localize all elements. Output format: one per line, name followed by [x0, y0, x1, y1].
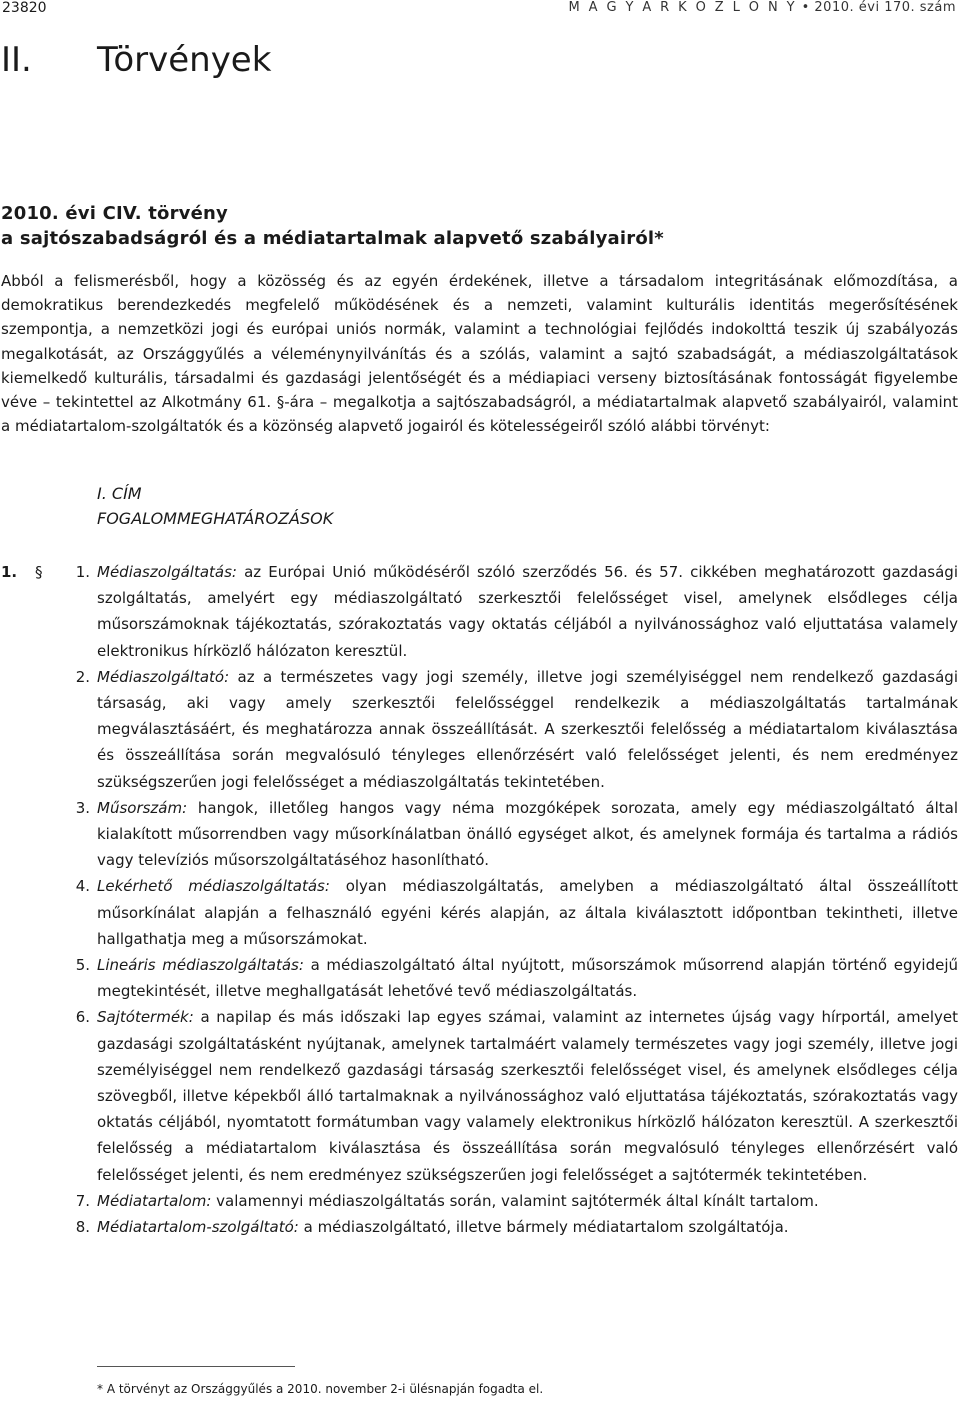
item-number: 4.: [75, 877, 90, 896]
chapter-title: FOGALOMMEGHATÁROZÁSOK: [97, 509, 334, 528]
section-number: II.: [1, 40, 32, 80]
item-text: a napilap és más időszaki lap egyes számai, valamint az internetes újság vagy hírportál, amelyet gazdasági szolgáltatásként nyújtanak, amelynek tartalmáért valamely természetes vagy jogi személy, illetve jogi személyiséggel nem rendelkező gazdasági társaság szerkesztői felelősséget visel, és amelynek elsődleges célja szövegből, illetve képekből álló tartalmaknak a nyilvánossághoz való eljuttatása tájékoztatás, szórakoztatás vagy oktatás céljából, nyomtatott formátumban vagy valamely elektronikus hírközlő hálózaton keresztül. A szerkesztői felelősség a médiatartalom kiválasztása és összeállítása során megvalósuló tényleges ellenőrzésért való felelősséget jelenti, és nem eredményez szükségszerűen jogi felelősséget a sajtótermék tekintetében.: [97, 1008, 958, 1184]
journal-issue: [569, 0, 957, 15]
item-number: 1.: [75, 563, 90, 581]
item-term: Médiaszolgáltató:: [97, 667, 230, 686]
item-text: olyan médiaszolgáltatás, amelyben a médiaszolgáltató által összeállított műsorkínálat alapján a felhasználó egyéni kérés alapján, az általa kiválasztott időpontban tekintheti, illetve hallgathatja meg a műsorszámokat.: [97, 877, 958, 948]
item-number: 6.: [75, 1008, 90, 1027]
definition-item: [75, 664, 958, 795]
law-title: a sajtószabadságról és a médiatartalmak alapvető szabályairól*: [1, 228, 664, 249]
item-term: Sajtótermék:: [97, 1008, 194, 1027]
item-number: 3.: [75, 798, 90, 817]
item-text: a médiaszolgáltató, illetve bármely médiatartalom szolgáltatója.: [298, 1218, 789, 1237]
chapter-number: I. CÍM: [97, 484, 142, 503]
definition-item: [75, 795, 958, 874]
paragraph-1: [0, 559, 960, 1240]
item-text: az Európai Unió működéséről szóló szerződés 56. és 57. cikkében meghatározott gazdasági szolgáltatás, amelyért egy médiaszolgáltató szerkesztői felelősséget visel, amelynek elsődleges célja műsorszámoknak tájékoztatás, szórakoztatás vagy oktatás céljából a nyilvánossághoz való eljuttatása valamely elektronikus hírközlő hálózaton keresztül.: [97, 563, 958, 660]
item-term: Médiatartalom-szolgáltató:: [97, 1218, 299, 1237]
definition-item: [75, 952, 958, 1004]
item-term: Médiatartalom:: [97, 1191, 212, 1210]
preamble: Abból a felismerésből, hogy a közösség és az egyén érdekének, illetve a társadalom integritásának előmozdítása, a demokratikus berendezkedés megfelelő működésének és a nemzeti, valamint kulturális identitás megerősítésének szempontja, a nemzetközi jogi és európai uniós normák, valamint a technológiai fejlődés indokolttá teszik új szabályozás megalkotását, az Országgyűlés a véleménynyilvánítás és a szólás, valamint a sajtó szabadságát, a médiaszolgáltatások kiemelkedő kulturális, társadalmi és gazdasági jelentőségét és a médiapiaci verseny biztosításának fontosságát figyelembe véve – tekintettel az Alkotmány 61. §-ára – megalkotja a sajtószabadságról, a médiatartalmak alapvető szabályairól, valamint a médiatartalom-szolgáltatók és a közönség alapvető jogairól és kötelességeiről szóló alábbi törvényt:: [1, 272, 958, 436]
paragraph-number: 1.: [1, 563, 18, 581]
item-text: hangok, illetőleg hangos vagy néma mozgóképek sorozata, amely egy médiaszolgáltató által kialakított műsorrendben vagy műsorkínálatban önálló egységet alkot, és amelynek formája és tartalma a rádiós vagy televíziós műsorszolgáltatáséhoz hasonlítható.: [97, 798, 958, 870]
footnote: * A törvényt az Országgyűlés a 2010. november 2-i ülésnapján fogadta el.: [97, 1382, 544, 1396]
issue-number: 2010. évi 170. szám: [814, 0, 956, 15]
item-text: valamennyi médiaszolgáltatás során, valamint sajtótermék által kínált tartalom.: [211, 1191, 819, 1210]
section-title: Törvények: [97, 40, 272, 80]
page-number: 23820: [2, 0, 47, 16]
journal-name: M A G Y A R K Ö Z L Ö N Y: [568, 0, 797, 15]
law-designation: 2010. évi CIV. törvény: [1, 203, 228, 224]
item-term: Lekérhető médiaszolgáltatás:: [97, 877, 330, 896]
item-text: az a természetes vagy jogi személy, illetve jogi személyiséggel nem rendelkező gazdasági társaság, aki vagy amely szerkesztői felelősséggel rendelkezik a médiaszolgáltatás tartalmának megválasztásáért, és meghatározza annak összeállítását. A szerkesztői felelősség a médiatartalom kiválasztása és összeállítása során megvalósuló tényleges ellenőrzésért való felelősséget jelenti, és nem eredményez szükségszerűen jogi felelősséget a médiaszolgáltatás tekintetében.: [97, 667, 958, 791]
definition-item: [75, 1004, 958, 1187]
definition-item: [75, 873, 958, 952]
section-sign: §: [35, 563, 43, 581]
item-term: Műsorszám:: [97, 798, 188, 817]
item-text: a médiaszolgáltató által nyújtott, műsorszámok műsorrend alapján történő egyidejű megtekintését, illetve meghallgatását lehetővé tevő médiaszolgáltatás.: [97, 956, 958, 1001]
definition-item: [75, 1214, 958, 1240]
item-number: 2.: [75, 667, 90, 686]
definition-item: [75, 1188, 958, 1214]
bullet-separator: •: [801, 0, 810, 15]
chapter-heading: [97, 481, 333, 531]
footnote-divider: [97, 1366, 295, 1367]
item-number: 7.: [75, 1191, 90, 1210]
item-number: 8.: [75, 1218, 90, 1237]
law-heading: [1, 201, 941, 251]
item-term: Médiaszolgáltatás:: [97, 563, 237, 581]
definition-item: [75, 559, 958, 664]
item-term: Lineáris médiaszolgáltatás:: [97, 956, 304, 975]
item-number: 5.: [75, 956, 90, 975]
